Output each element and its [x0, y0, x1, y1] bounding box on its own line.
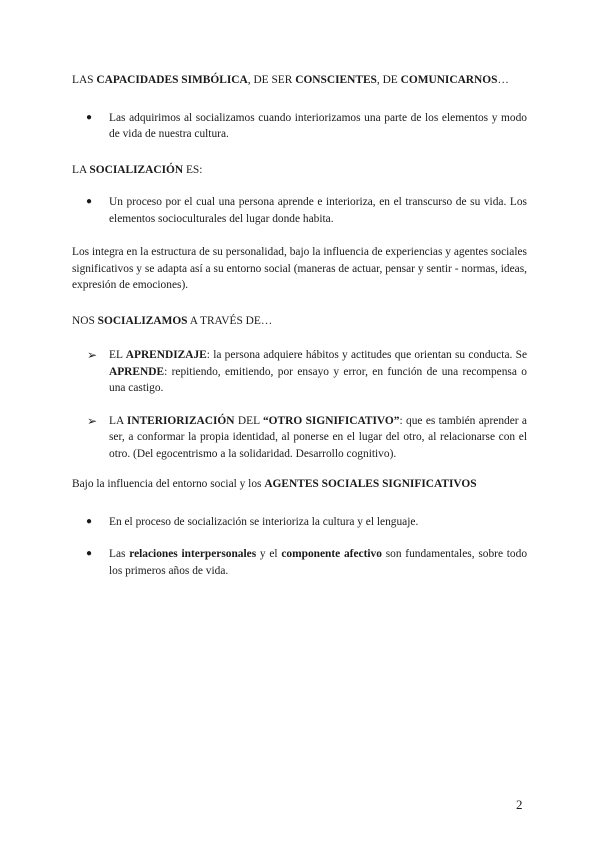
- bold-text: INTERIORIZACIÓN: [126, 414, 235, 427]
- page-number: 2: [516, 797, 523, 812]
- bold-text: APRENDE: [109, 365, 165, 378]
- heading-bold: COMUNICARNOS: [400, 74, 498, 86]
- bullet-icon: ●: [86, 548, 93, 559]
- bullet-item: [72, 546, 527, 579]
- arrow-text: [109, 347, 527, 397]
- heading-text: A TRAVÉS DE…: [187, 314, 273, 327]
- text: : que es también aprender a ser, a conformar la propia identidad, al ponerse en el lugar del otro, al relacionarse con el otro. (Del egocentrismo a la solidaridad. Desarrollo cognitivo).: [109, 414, 527, 460]
- text: y el: [256, 548, 282, 560]
- bold-text: componente afectivo: [281, 548, 382, 560]
- heading-socializamos: [72, 313, 527, 330]
- heading-text: NOS: [72, 314, 98, 327]
- arrow-icon: ➢: [87, 413, 98, 428]
- paragraph: [72, 476, 527, 493]
- bullet-item: [72, 514, 527, 531]
- heading-bold: CONSCIENTES: [295, 74, 377, 86]
- heading-capacidades: [72, 72, 527, 89]
- heading-text: , DE: [376, 74, 401, 86]
- bullet-text: En el proceso de socialización se interioriza la cultura y el lenguaje.: [109, 515, 419, 528]
- bold-text: AGENTES SOCIALES SIGNIFICATIVOS: [264, 478, 477, 490]
- bold-text: “OTRO SIGNIFICATIVO”: [262, 414, 400, 427]
- heading-bold: CAPACIDADES SIMBÓLICA: [96, 74, 248, 86]
- bullet-icon: ●: [86, 196, 93, 207]
- text: EL: [109, 349, 126, 361]
- heading-text: , DE SER: [247, 74, 296, 86]
- heading-text: …: [497, 74, 509, 86]
- bullet-icon: ●: [86, 111, 93, 123]
- heading-text: LA: [72, 163, 90, 176]
- arrow-icon: ➢: [87, 348, 98, 362]
- bullet-item: [72, 110, 527, 143]
- text: Bajo la influencia del entorno social y los: [72, 478, 265, 490]
- heading-text: ES:: [183, 163, 203, 176]
- arrow-item: [72, 347, 527, 397]
- text: son fundamentales, sobre todo los primeros años de vida.: [109, 548, 528, 577]
- heading-socializacion: [72, 162, 527, 179]
- bullet-text: Las adquirimos al socializamos cuando interiorizamos una parte de los elementos y modo de vida de nuestra cultura.: [109, 111, 527, 140]
- arrow-item: [72, 413, 527, 463]
- bullet-item: [72, 194, 527, 227]
- heading-bold: SOCIALIZACIÓN: [89, 163, 184, 176]
- bold-text: relaciones interpersonales: [129, 548, 257, 560]
- text: Las: [109, 548, 130, 560]
- bullet-icon: ●: [86, 515, 93, 527]
- text: LA: [109, 414, 127, 427]
- text: : repitiendo, emitiendo, por ensayo y error, en función de una recompensa o una castigo.: [109, 365, 527, 394]
- bullet-text: Un proceso por el cual una persona aprende e interioriza, en el transcurso de su vida. Los elementos socioculturales del lugar donde habita.: [109, 196, 527, 225]
- text: : la persona adquiere hábitos y actitudes que orientan su conducta. Se: [206, 349, 527, 361]
- bold-text: APRENDIZAJE: [125, 349, 207, 361]
- bullet-text: [109, 546, 527, 579]
- heading-text: LAS: [72, 74, 97, 86]
- text: DEL: [234, 414, 263, 427]
- document-page: [72, 64, 527, 579]
- paragraph: Los integra en la estructura de su personalidad, bajo la influencia de experiencias y agentes sociales significativos y se adapta así a su entorno social (maneras de actuar, pensar y sentir - normas, ideas, expresión de emociones).: [72, 246, 527, 291]
- heading-bold: SOCIALIZAMOS: [97, 314, 188, 327]
- arrow-text: [109, 413, 527, 463]
